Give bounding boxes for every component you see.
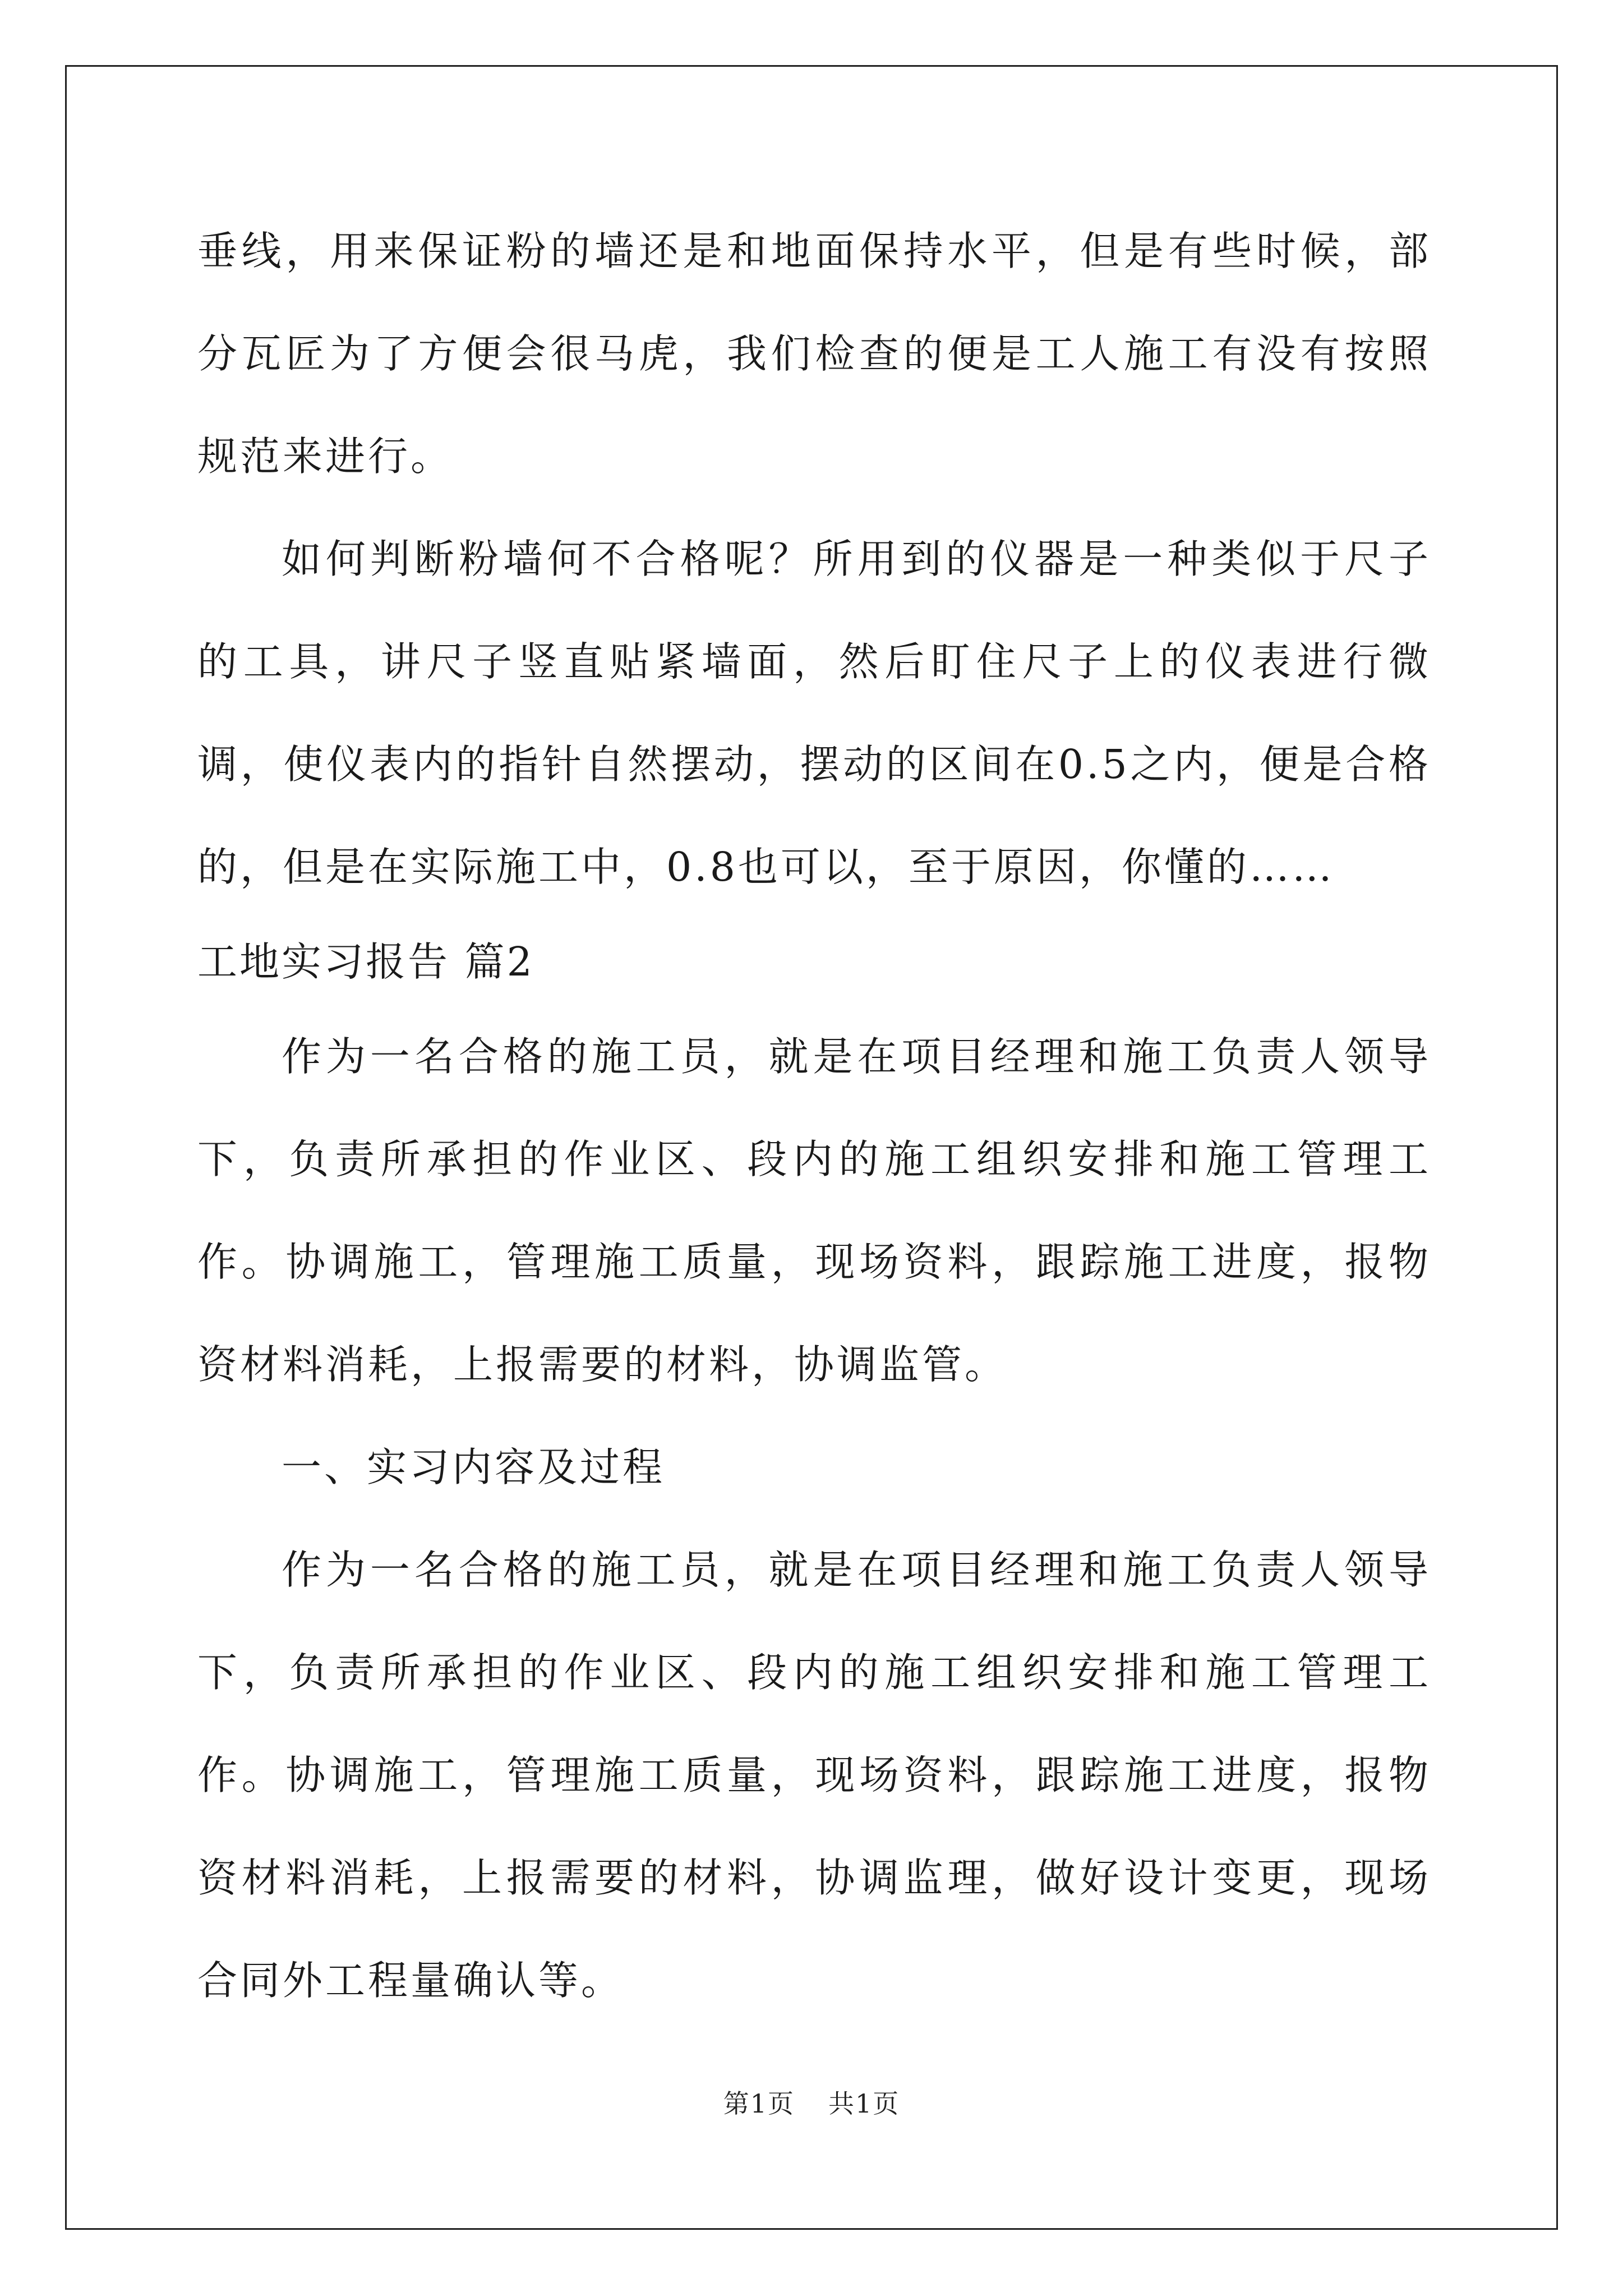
paragraph-continuation: 垂线，用来保证粉的墙还是和地面保持水平，但是有些时候，部分瓦匠为了方便会很马虎，我们检查的便是工人施工有没有按照规范来进行。 bbox=[197, 228, 1431, 480]
page-footer bbox=[0, 2087, 1623, 2120]
paragraph-role-intro: 作为一名合格的施工员，就是在项目经理和施工负责人领导下，负责所承担的作业区、段内的施工组织安排和施工管理工作。协调施工，管理施工质量，现场资料，跟踪施工进度，报物资材料消耗，上报需要的材料，协调监管。 bbox=[197, 1033, 1431, 1388]
subheading-internship-content: 一、实习内容及过程 bbox=[282, 1444, 666, 1490]
document-body bbox=[197, 200, 1431, 2032]
paragraph-wall-check: 如何判断粉墙何不合格呢？所用到的仪器是一种类似于尺子的工具，讲尺子竖直贴紧墙面，然后盯住尺子上的仪表进行微调，使仪表内的指针自然摆动，摆动的区间在0.5之内，便是合格的，但是在实际施工中，0.8也可以，至于原因，你懂的…… bbox=[197, 536, 1431, 890]
paragraph-role-detail: 作为一名合格的施工员，就是在项目经理和施工负责人领导下，负责所承担的作业区、段内的施工组织安排和施工管理工作。协调施工，管理施工质量，现场资料，跟踪施工进度，报物资材料消耗，上报需要的材料，协调监理，做好设计变更，现场合同外工程量确认等。 bbox=[197, 1547, 1431, 2004]
page-total: 共1页 bbox=[828, 2088, 900, 2119]
section-title: 工地实习报告 篇2 bbox=[197, 938, 534, 985]
page-number: 第1页 bbox=[723, 2088, 795, 2119]
